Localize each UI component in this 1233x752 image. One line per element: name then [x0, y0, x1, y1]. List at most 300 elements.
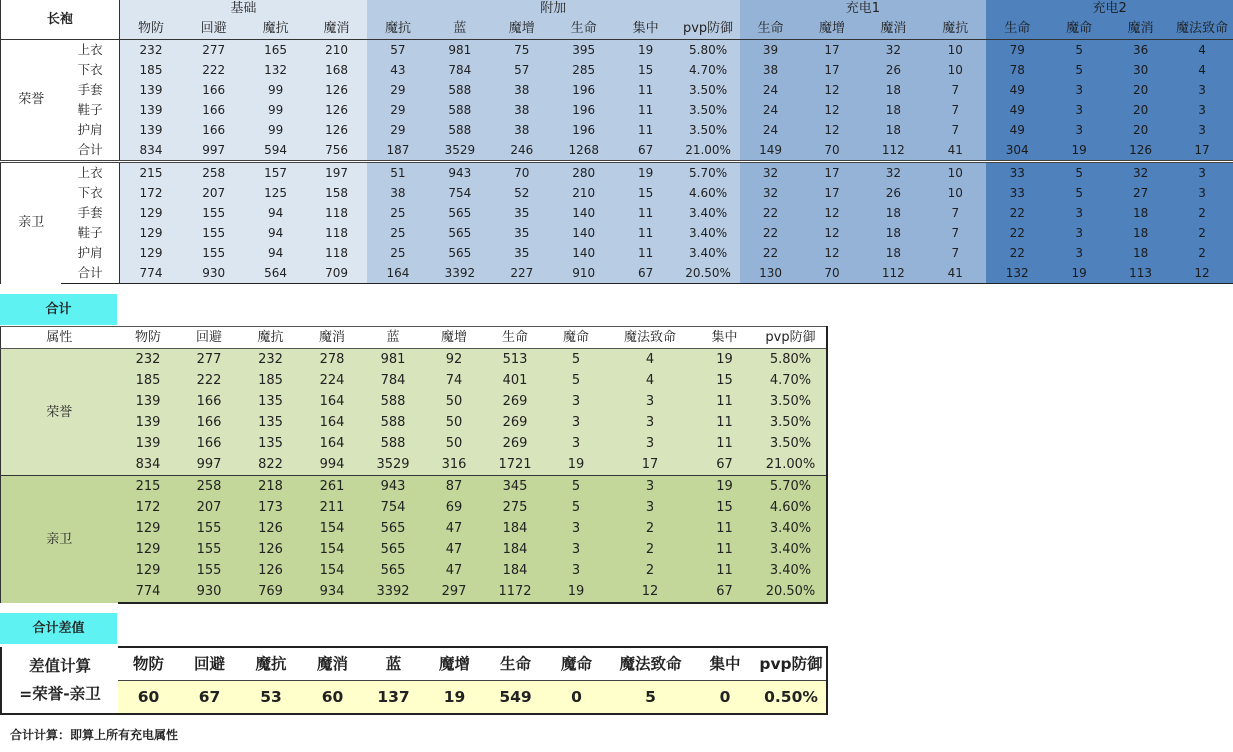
table-cell: 222	[182, 60, 245, 80]
table-cell: 4.70%	[756, 370, 827, 391]
table-cell: 67	[615, 140, 677, 162]
table-cell: 41	[924, 263, 986, 284]
table-cell: 207	[182, 183, 245, 203]
table-cell: 3.40%	[677, 223, 740, 243]
table-cell: 943	[363, 476, 424, 498]
table-cell: 17	[1171, 140, 1233, 162]
table-row	[1, 243, 1233, 263]
table-cell: 3392	[363, 581, 424, 603]
table-cell: 158	[306, 183, 367, 203]
column-header: 魔增	[491, 18, 553, 40]
table-cell: 94	[245, 243, 306, 263]
slot-name: 上衣	[61, 162, 119, 184]
table-cell: 139	[118, 391, 179, 412]
table-cell: 3	[546, 412, 607, 433]
table-cell: 4.60%	[677, 183, 740, 203]
table-cell: 3	[1171, 183, 1233, 203]
table-cell: 769	[240, 581, 302, 603]
table-cell: 39	[740, 40, 802, 61]
table-cell: 1172	[485, 581, 546, 603]
table-cell: 17	[607, 454, 694, 476]
table-row	[1, 412, 827, 433]
table-cell: 17	[802, 60, 863, 80]
table-cell: 5	[1048, 40, 1110, 61]
table-row	[1, 140, 1233, 162]
table-cell: 2	[1171, 243, 1233, 263]
table-cell: 269	[485, 433, 546, 454]
table-cell: 26	[862, 60, 924, 80]
table-cell: 565	[363, 518, 424, 539]
table-cell: 32	[740, 183, 802, 203]
table-cell: 588	[363, 391, 424, 412]
table-cell: 232	[240, 349, 302, 371]
diff-value: 19	[424, 681, 485, 715]
table-cell: 5	[546, 349, 607, 371]
table-cell: 934	[302, 581, 363, 603]
table-cell: 10	[924, 40, 986, 61]
slot-name: 手套	[61, 203, 119, 223]
table-cell: 7	[924, 223, 986, 243]
table-cell: 112	[862, 263, 924, 284]
table-cell: 11	[694, 560, 756, 581]
section-name: 亲卫	[1, 476, 118, 604]
table-cell: 32	[1110, 162, 1171, 184]
table-cell: 7	[924, 100, 986, 120]
table-cell: 3.40%	[756, 560, 827, 581]
table-cell: 32	[740, 162, 802, 184]
table-cell: 140	[553, 223, 615, 243]
table-cell: 52	[491, 183, 553, 203]
table-cell: 99	[245, 100, 306, 120]
table-cell: 149	[740, 140, 802, 162]
table-cell: 232	[118, 349, 179, 371]
table-cell: 154	[302, 560, 363, 581]
diff-value: 549	[485, 681, 546, 715]
table-row	[1, 100, 1233, 120]
main-stats-table	[0, 0, 1233, 284]
table-cell: 11	[615, 243, 677, 263]
table-cell: 155	[182, 203, 245, 223]
table-row	[1, 349, 827, 371]
table-cell: 43	[367, 60, 429, 80]
table-cell: 5.70%	[677, 162, 740, 184]
table-cell: 3	[1171, 120, 1233, 140]
table-cell: 112	[862, 140, 924, 162]
total-table	[0, 326, 828, 604]
table-cell: 33	[986, 162, 1048, 184]
table-cell: 29	[367, 120, 429, 140]
table-cell: 19	[546, 581, 607, 603]
table-cell: 565	[429, 223, 491, 243]
table-cell: 232	[119, 40, 182, 61]
table-cell: 3	[1048, 100, 1110, 120]
table-cell: 126	[240, 560, 302, 581]
column-header: 回避	[182, 18, 245, 40]
table-cell: 87	[424, 476, 485, 498]
column-header: 生命	[986, 18, 1048, 40]
table-cell: 565	[429, 243, 491, 263]
slot-name: 下衣	[61, 183, 119, 203]
table-cell: 7	[924, 243, 986, 263]
table-cell: 129	[119, 203, 182, 223]
diff-value: 0	[694, 681, 756, 715]
diff-table	[0, 646, 828, 715]
table-row	[1, 223, 1233, 243]
table-cell: 754	[363, 497, 424, 518]
table-cell: 3	[546, 539, 607, 560]
slot-name: 上衣	[61, 40, 119, 61]
column-header: 蓝	[363, 647, 424, 681]
table-cell: 316	[424, 454, 485, 476]
table-row	[1, 539, 827, 560]
table-cell: 57	[491, 60, 553, 80]
table-cell: 3	[1171, 162, 1233, 184]
section-name: 荣誉	[1, 349, 118, 476]
slot-name: 下衣	[61, 60, 119, 80]
table-cell: 3	[1171, 100, 1233, 120]
table-cell: 5	[546, 497, 607, 518]
table-cell: 18	[862, 120, 924, 140]
table-cell: 3.50%	[677, 120, 740, 140]
table-cell: 709	[306, 263, 367, 284]
table-cell: 5.80%	[677, 40, 740, 61]
table-cell: 997	[182, 140, 245, 162]
table-cell: 3529	[429, 140, 491, 162]
main-column-header-row	[1, 18, 1233, 40]
column-header: 生命	[485, 327, 546, 349]
total-section-label: 合计	[0, 294, 117, 325]
slot-name: 鞋子	[61, 223, 119, 243]
slot-name: 护肩	[61, 243, 119, 263]
table-cell: 513	[485, 349, 546, 371]
table-cell: 49	[986, 100, 1048, 120]
table-cell: 5.80%	[756, 349, 827, 371]
table-cell: 129	[119, 243, 182, 263]
table-cell: 139	[119, 100, 182, 120]
table-cell: 3.50%	[756, 412, 827, 433]
table-cell: 215	[118, 476, 179, 498]
table-cell: 49	[986, 80, 1048, 100]
table-cell: 126	[1110, 140, 1171, 162]
column-header: 魔消	[302, 647, 363, 681]
table-cell: 132	[245, 60, 306, 80]
table-cell: 3	[1048, 223, 1110, 243]
slot-name: 手套	[61, 80, 119, 100]
table-cell: 18	[862, 203, 924, 223]
table-cell: 24	[740, 100, 802, 120]
table-cell: 20	[1110, 120, 1171, 140]
column-header: 生命	[553, 18, 615, 40]
table-cell: 154	[302, 518, 363, 539]
table-cell: 126	[306, 100, 367, 120]
table-cell: 74	[424, 370, 485, 391]
table-cell: 11	[694, 539, 756, 560]
table-cell: 75	[491, 40, 553, 61]
table-cell: 155	[182, 223, 245, 243]
table-cell: 18	[862, 243, 924, 263]
table-cell: 139	[119, 80, 182, 100]
table-cell: 834	[118, 454, 179, 476]
column-header: 魔抗	[240, 647, 302, 681]
table-cell: 50	[424, 412, 485, 433]
table-cell: 15	[694, 370, 756, 391]
table-cell: 5	[546, 476, 607, 498]
table-cell: 164	[302, 391, 363, 412]
table-cell: 92	[424, 349, 485, 371]
table-cell: 67	[694, 454, 756, 476]
table-cell: 165	[245, 40, 306, 61]
table-cell: 41	[924, 140, 986, 162]
group-header: 充电2	[986, 0, 1233, 18]
table-cell: 11	[694, 412, 756, 433]
table-cell: 227	[491, 263, 553, 284]
table-cell: 12	[802, 100, 863, 120]
table-cell: 5	[1048, 183, 1110, 203]
table-cell: 5	[1048, 162, 1110, 184]
table-cell: 1268	[553, 140, 615, 162]
table-cell: 29	[367, 100, 429, 120]
table-cell: 184	[485, 539, 546, 560]
table-cell: 4	[1171, 60, 1233, 80]
table-row	[1, 60, 1233, 80]
table-cell: 10	[924, 183, 986, 203]
table-cell: 19	[546, 454, 607, 476]
column-header: 魔增	[424, 647, 485, 681]
diff-value: 0	[546, 681, 607, 715]
table-cell: 3.50%	[677, 80, 740, 100]
table-row	[1, 183, 1233, 203]
table-cell: 113	[1110, 263, 1171, 284]
table-cell: 3	[607, 391, 694, 412]
table-cell: 155	[179, 539, 240, 560]
table-cell: 4	[607, 349, 694, 371]
table-cell: 99	[245, 120, 306, 140]
table-cell: 126	[306, 120, 367, 140]
table-cell: 588	[363, 433, 424, 454]
table-cell: 3392	[429, 263, 491, 284]
table-cell: 997	[179, 454, 240, 476]
table-cell: 164	[367, 263, 429, 284]
table-cell: 51	[367, 162, 429, 184]
table-cell: 185	[240, 370, 302, 391]
table-cell: 19	[1048, 263, 1110, 284]
table-cell: 4.60%	[756, 497, 827, 518]
table-cell: 218	[240, 476, 302, 498]
main-table-title: 长袍	[1, 0, 120, 40]
table-cell: 3	[1048, 203, 1110, 223]
table-cell: 155	[179, 560, 240, 581]
diff-value: 137	[363, 681, 424, 715]
table-cell: 25	[367, 223, 429, 243]
calc-note: 合计计算：即算上所有充电属性	[10, 728, 179, 742]
column-header: 魔抗	[240, 327, 302, 349]
column-header: 生命	[485, 647, 546, 681]
table-cell: 12	[607, 581, 694, 603]
table-row	[1, 80, 1233, 100]
table-cell: 139	[118, 412, 179, 433]
column-header: 集中	[615, 18, 677, 40]
table-cell: 30	[1110, 60, 1171, 80]
table-cell: 22	[740, 203, 802, 223]
table-cell: 129	[119, 223, 182, 243]
table-cell: 132	[986, 263, 1048, 284]
slot-name: 合计	[61, 263, 119, 284]
table-cell: 78	[986, 60, 1048, 80]
table-cell: 11	[615, 223, 677, 243]
column-header: 魔消	[306, 18, 367, 40]
table-cell: 275	[485, 497, 546, 518]
table-cell: 155	[179, 518, 240, 539]
table-cell: 11	[694, 391, 756, 412]
table-cell: 197	[306, 162, 367, 184]
table-cell: 166	[179, 391, 240, 412]
table-cell: 943	[429, 162, 491, 184]
diff-calc-label-line2: =荣誉-亲卫	[19, 685, 101, 703]
table-cell: 185	[119, 60, 182, 80]
table-cell: 11	[615, 120, 677, 140]
table-cell: 3	[607, 476, 694, 498]
table-cell: 822	[240, 454, 302, 476]
table-cell: 258	[179, 476, 240, 498]
diff-value-row	[1, 681, 827, 715]
table-cell: 278	[302, 349, 363, 371]
table-cell: 2	[607, 518, 694, 539]
table-cell: 11	[615, 203, 677, 223]
column-header: 蓝	[363, 327, 424, 349]
table-cell: 3	[1171, 80, 1233, 100]
column-header: 魔抗	[367, 18, 429, 40]
column-header: 魔抗	[924, 18, 986, 40]
table-cell: 19	[615, 40, 677, 61]
table-cell: 277	[182, 40, 245, 61]
table-cell: 50	[424, 433, 485, 454]
table-cell: 129	[118, 560, 179, 581]
table-cell: 94	[245, 203, 306, 223]
column-header: 回避	[179, 327, 240, 349]
slot-name: 鞋子	[61, 100, 119, 120]
table-cell: 154	[302, 539, 363, 560]
column-header: 魔增	[424, 327, 485, 349]
table-cell: 565	[363, 539, 424, 560]
table-cell: 269	[485, 391, 546, 412]
table-cell: 3	[1048, 243, 1110, 263]
table-cell: 261	[302, 476, 363, 498]
table-row	[1, 497, 827, 518]
table-cell: 47	[424, 539, 485, 560]
table-cell: 187	[367, 140, 429, 162]
table-cell: 19	[694, 476, 756, 498]
column-header: 生命	[740, 18, 802, 40]
main-group-header-row	[1, 0, 1233, 18]
table-cell: 166	[182, 120, 245, 140]
table-cell: 166	[182, 80, 245, 100]
table-cell: 20.50%	[677, 263, 740, 284]
table-cell: 12	[802, 203, 863, 223]
table-cell: 168	[306, 60, 367, 80]
column-header: 魔增	[802, 18, 863, 40]
table-cell: 184	[485, 518, 546, 539]
table-cell: 981	[429, 40, 491, 61]
table-cell: 12	[802, 243, 863, 263]
table-cell: 20.50%	[756, 581, 827, 603]
table-row	[1, 263, 1233, 284]
table-cell: 774	[118, 581, 179, 603]
table-cell: 22	[986, 203, 1048, 223]
table-cell: 756	[306, 140, 367, 162]
table-cell: 22	[740, 223, 802, 243]
table-cell: 17	[802, 162, 863, 184]
table-cell: 246	[491, 140, 553, 162]
diff-value: 67	[179, 681, 240, 715]
table-cell: 70	[802, 140, 863, 162]
table-cell: 135	[240, 412, 302, 433]
table-cell: 834	[119, 140, 182, 162]
table-cell: 211	[302, 497, 363, 518]
table-cell: 784	[429, 60, 491, 80]
table-cell: 38	[367, 183, 429, 203]
section-name: 荣誉	[1, 40, 62, 162]
column-header: 物防	[118, 647, 179, 681]
table-cell: 18	[1110, 203, 1171, 223]
table-row	[1, 162, 1233, 184]
diff-value: 60	[118, 681, 179, 715]
attr-header: 属性	[1, 327, 118, 349]
table-cell: 395	[553, 40, 615, 61]
section-name: 亲卫	[1, 162, 62, 284]
table-cell: 22	[740, 243, 802, 263]
table-cell: 18	[862, 100, 924, 120]
column-header: 魔消	[302, 327, 363, 349]
table-cell: 207	[179, 497, 240, 518]
table-cell: 22	[986, 243, 1048, 263]
table-cell: 565	[429, 203, 491, 223]
group-header: 附加	[367, 0, 740, 18]
table-cell: 774	[119, 263, 182, 284]
table-cell: 118	[306, 203, 367, 223]
column-header: pvp防御	[756, 647, 827, 681]
table-cell: 594	[245, 140, 306, 162]
table-cell: 930	[179, 581, 240, 603]
table-cell: 4	[1171, 40, 1233, 61]
column-header: 回避	[179, 647, 240, 681]
table-cell: 140	[553, 243, 615, 263]
table-cell: 25	[367, 243, 429, 263]
table-row	[1, 370, 827, 391]
column-header: 魔命	[546, 327, 607, 349]
table-cell: 173	[240, 497, 302, 518]
table-cell: 588	[363, 412, 424, 433]
table-cell: 21.00%	[756, 454, 827, 476]
table-cell: 38	[491, 80, 553, 100]
table-cell: 588	[429, 100, 491, 120]
table-row	[1, 120, 1233, 140]
column-header: 魔消	[862, 18, 924, 40]
table-cell: 12	[802, 120, 863, 140]
table-cell: 3	[607, 412, 694, 433]
table-cell: 135	[240, 433, 302, 454]
table-cell: 125	[245, 183, 306, 203]
table-cell: 3.40%	[756, 539, 827, 560]
table-cell: 3.40%	[677, 203, 740, 223]
table-row	[1, 518, 827, 539]
table-cell: 7	[924, 80, 986, 100]
column-header: 物防	[119, 18, 182, 40]
table-cell: 3	[546, 560, 607, 581]
table-cell: 588	[429, 120, 491, 140]
diff-section-label: 合计差值	[0, 613, 117, 644]
group-header: 基础	[119, 0, 367, 18]
table-cell: 49	[986, 120, 1048, 140]
